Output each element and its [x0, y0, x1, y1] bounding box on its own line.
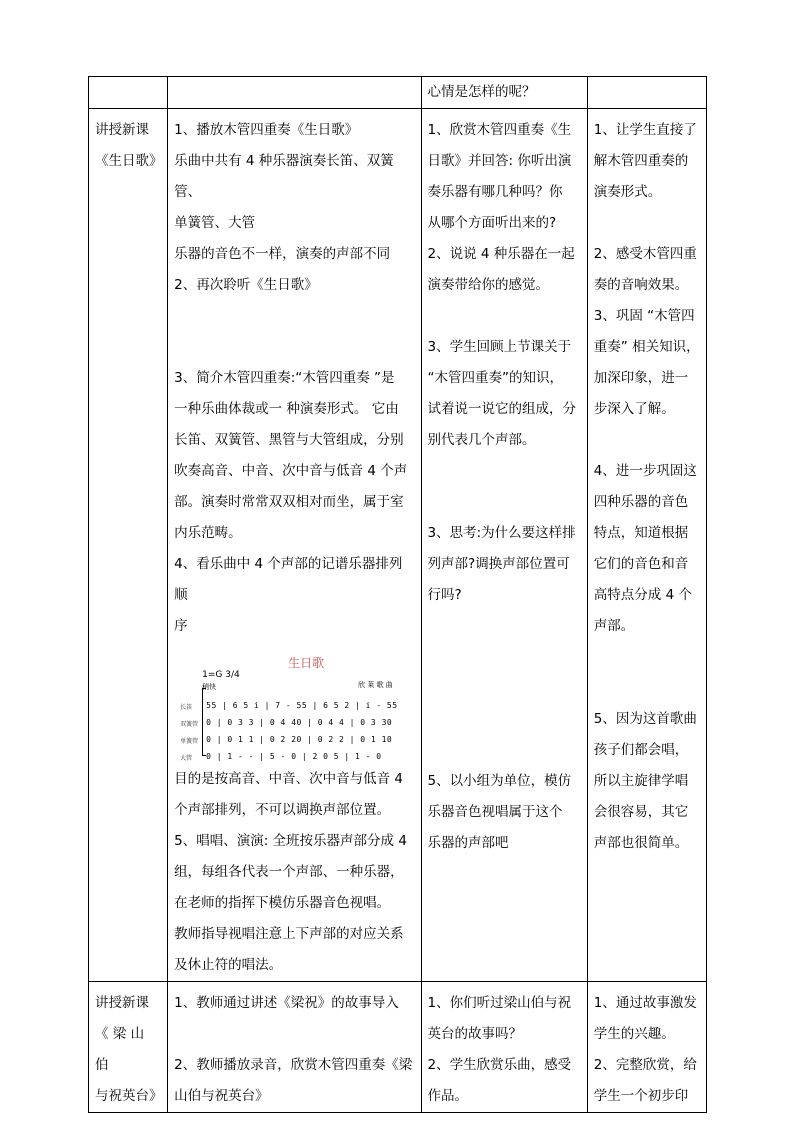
teacher-block-2 [174, 363, 414, 642]
purpose-block-1 [594, 115, 700, 208]
score-key: 1=G 3/4 [202, 670, 240, 680]
text-line: 3、简介木管四重奏:“木管四重奏 ”是 [174, 370, 395, 386]
text-line: 组，每组各代表一个声部、一种乐器， [174, 864, 404, 880]
text-line: 5、以小组为单位，模仿 [427, 773, 572, 789]
text-line: 一种乐曲体裁或一 种演奏形式。 它由 [174, 401, 399, 417]
lesson-plan-table [88, 76, 707, 1113]
text-line: 2、说说 4 种乐器在一起 [427, 246, 575, 262]
text-line: 所以主旋律学唱 [593, 773, 689, 789]
text-line: 加深印象，进一 [593, 370, 689, 386]
text-line: 1、通过故事激发 [593, 995, 697, 1011]
score-part-notes: 0 | 0 1 1 | 0 2 20 | 0 2 2 | 0 1 10 [206, 735, 393, 744]
text-line: 乐器的声部吧 [427, 835, 509, 851]
text-line: 5、唱唱、演演: 全班按乐器声部分成 4 [174, 833, 407, 849]
cell-purpose [587, 77, 706, 109]
cell-stage [89, 109, 168, 982]
score-tempo: 稍快 [202, 683, 217, 691]
text-line: 4、进一步巩固这 [593, 463, 697, 479]
cell-student [421, 982, 587, 1113]
score-title: 生日歌 [288, 656, 325, 670]
text-line: 乐器的音色不一样，演奏的声部不同 [174, 246, 391, 262]
text-line: 吹奏高音、中音、次中音与低音 4 个声 [174, 463, 408, 479]
text-line: 1、教师通过讲述《梁祝》的故事导入 [174, 995, 399, 1011]
spacer [174, 301, 414, 363]
score-part-notes: 0 | 0 3 3 | 0 4 40 | 0 4 4 | 0 3 30 [206, 718, 393, 727]
text-line: 乐曲中共有 4 种乐器演奏长笛、双簧管、 [174, 153, 394, 200]
text-line: 列声部?调换声部位置可 [427, 556, 570, 572]
score-composer: 欣 莱 歌 曲 [358, 681, 393, 689]
purpose-block-2 [594, 239, 700, 425]
text-line: 心情是怎样的呢？ [427, 84, 536, 100]
text-line: 试着说一说它的组成，分 [427, 401, 577, 417]
text-line: 奏乐器有哪几种吗？你 [427, 184, 563, 200]
text-line: 部。演奏时常常双双相对而坐，属于室 [174, 494, 404, 510]
text-line: 5、因为这首歌曲 [593, 711, 697, 727]
text-line: 声部也很简单。 [593, 835, 689, 851]
text-line: 2、完整欣赏，给 [593, 1057, 697, 1073]
text-line: 3、学生回顾上节课关于 [427, 339, 572, 355]
text-line: 会很容易，其它 [593, 804, 689, 820]
text-line: 目的是按高音、中音、次中音与低音 4 [174, 771, 404, 787]
text-line: 奏的音响效果。 [593, 277, 689, 293]
text-line: 重奏” 相关知识， [593, 339, 700, 355]
text-line: 1、你们听过梁山伯与祝 [427, 995, 572, 1011]
table-row [89, 109, 707, 982]
text-line: 声部。 [593, 618, 635, 634]
text-line: 内乐范畴。 [174, 525, 242, 541]
text-line: 步深入了解。 [593, 401, 675, 417]
student-block-3 [428, 518, 581, 611]
spacer [594, 642, 700, 704]
student-block-2 [428, 332, 581, 456]
table-row [89, 77, 707, 109]
text-line: 在老师的指挥下模仿乐器音色视唱。 [174, 895, 391, 911]
text-line: 学生一个初步印 [593, 1088, 689, 1104]
text-line: 长笛、双簧管、黑管与大管组成，分别 [174, 432, 404, 448]
text-line: 演奏形式。 [593, 184, 662, 200]
text-line: 解木管四重奏的 [593, 153, 689, 169]
table-row [89, 982, 707, 1113]
cell-teacher [168, 982, 421, 1113]
spacer [428, 611, 581, 766]
text-line: 孩子们都会唱， [593, 742, 689, 758]
text-line: 2、教师播放录音，欣赏木管四重奏《梁 [174, 1057, 413, 1073]
cell-student [421, 77, 587, 109]
spacer [428, 301, 581, 332]
score-part-notes: 0 | 1 - - | 5 - 0 | 2 0 5 | 1 - 0 [206, 752, 382, 761]
spacer [428, 456, 581, 518]
text-line: 演奏带给你的感觉。 [427, 277, 550, 293]
cell-stage [89, 77, 168, 109]
text-line: 2、学生欣赏乐曲，感受 [427, 1057, 572, 1073]
cell-stage [89, 982, 168, 1113]
text-line: 1、欣赏木管四重奏《生 [427, 122, 572, 138]
cell-student [421, 109, 587, 982]
text-line: 山伯与祝英台》 [174, 1088, 269, 1104]
score-part-name: 大管 [180, 755, 193, 762]
text-line: 4、看乐曲中 4 个声部的记谱乐器排列顺 [174, 556, 403, 603]
text-line: 3、思考:为什么要这样排 [427, 525, 576, 541]
purpose-block-4 [594, 704, 700, 859]
text-line: 从哪个方面听出来的? [427, 215, 557, 231]
spacer [594, 208, 700, 239]
text-line: 2、感受木管四重 [593, 246, 697, 262]
text-line: 讲授新课 [95, 995, 149, 1011]
text-line: 学生的兴趣。 [593, 1026, 675, 1042]
score-part-notes: 55 | 6 5 i | 7 - 55 | 6 5 2 | i - 55 [206, 701, 398, 710]
text-line: 及休止符的唱法。 [174, 957, 283, 973]
text-line: 单簧管、大管 [174, 215, 256, 231]
text-line: 2、再次聆听《生日歌》 [174, 277, 318, 293]
text-line: 英台的故事吗？ [427, 1026, 523, 1042]
spacer [594, 425, 700, 456]
score-part-name: 双簧管 [180, 721, 199, 728]
cell-teacher [168, 77, 421, 109]
score-part-name: 单簧管 [180, 738, 199, 745]
purpose-block-3 [594, 456, 700, 642]
student-block-1 [428, 115, 581, 301]
text-line: “木管四重奏”的知识， [427, 370, 564, 386]
cell-teacher [168, 109, 421, 982]
text-line: 3、巩固 “木管四 [593, 308, 695, 324]
text-line: 序 [174, 618, 188, 634]
student-block-4 [428, 766, 581, 859]
cell-purpose [587, 982, 706, 1113]
text-line: 四种乐器的音色 [593, 494, 689, 510]
score-part-name: 长笛 [180, 704, 193, 711]
text-line: 日歌》并回答: 你听出演 [427, 153, 572, 169]
text-line: 特点，知道根据 [593, 525, 689, 541]
text-line: 它们的音色和音 [593, 556, 689, 572]
text-line: 《 梁 山 伯 [95, 1026, 145, 1073]
text-line: 别代表几个声部。 [427, 432, 536, 448]
text-line: 讲授新课 [95, 122, 149, 138]
text-line: 高特点分成 4 个 [593, 587, 692, 603]
teacher-block-3 [174, 764, 414, 981]
cell-purpose [587, 109, 706, 982]
text-line: 个声部排列，不可以调换声部位置。 [174, 802, 391, 818]
text-line: 作品。 [427, 1088, 469, 1104]
text-line: 1、让学生直接了 [593, 122, 697, 138]
text-line: 与祝英台》 [95, 1088, 163, 1104]
text-line: 教师指导视唱注意上下声部的对应关系 [174, 926, 404, 942]
text-line [174, 1019, 414, 1050]
score-figure [180, 646, 400, 762]
teacher-block-1 [174, 115, 414, 301]
text-line: 1、播放木管四重奏《生日歌》 [174, 122, 359, 138]
text-line: 《生日歌》 [95, 153, 163, 169]
text-line: 行吗? [427, 587, 462, 603]
text-line: 乐器音色视唱属于这个 [427, 804, 563, 820]
